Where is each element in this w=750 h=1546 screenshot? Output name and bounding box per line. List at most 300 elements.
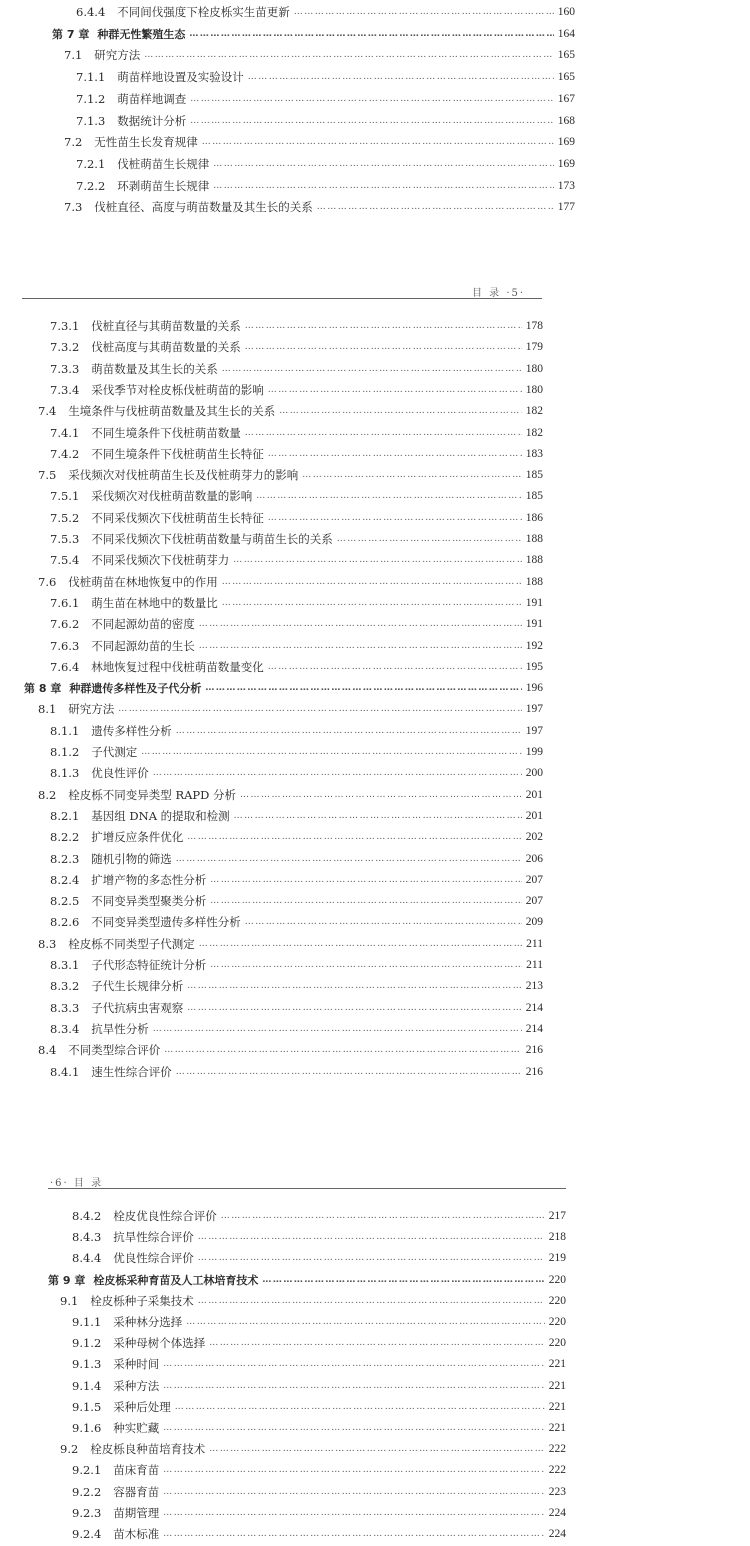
dot-leader	[268, 513, 522, 523]
toc-subsection-entry[interactable]	[50, 827, 543, 847]
header-rule	[22, 298, 542, 299]
dot-leader	[163, 1423, 544, 1433]
toc-subsection-entry[interactable]	[72, 1354, 566, 1374]
entry-number: 7.3.4	[50, 382, 80, 397]
entry-page-number: 165	[557, 49, 575, 62]
entry-page-number: 199	[525, 746, 543, 758]
dot-leader	[245, 917, 522, 927]
toc-section-entry[interactable]	[64, 132, 575, 152]
entry-title: 苗期管理	[113, 1505, 160, 1520]
toc-section-entry[interactable]	[60, 1439, 566, 1459]
entry-number: 8.1.2	[50, 745, 80, 759]
entry-page-number: 214	[525, 1022, 543, 1035]
entry-page-number: 221	[548, 1422, 566, 1434]
dot-leader	[210, 960, 522, 970]
dot-leader	[187, 832, 521, 842]
toc-subsection-entry[interactable]	[50, 806, 543, 826]
entry-title: 随机引物的筛选	[91, 851, 172, 866]
toc-subsection-entry[interactable]	[50, 636, 543, 656]
entry-number: 7.5.2	[50, 510, 80, 525]
entry-page-number: 221	[548, 1379, 566, 1392]
entry-page-number: 207	[525, 895, 543, 908]
entry-title: 栓皮栎不同类型子代测定	[68, 936, 195, 951]
toc-subsection-entry[interactable]	[72, 1248, 566, 1268]
entry-page-number: 191	[525, 618, 543, 631]
entry-title: 种群遗传多样性及子代分析	[69, 682, 202, 696]
entry-title: 不同采伐频次下伐桩萌芽力	[91, 553, 230, 568]
entry-number: 7.6.1	[50, 595, 80, 610]
entry-title: 抗旱性综合评价	[113, 1230, 194, 1245]
entry-number: 7.6.3	[50, 638, 80, 653]
toc-subsection-entry[interactable]	[50, 529, 543, 549]
entry-title: 容器育苗	[113, 1484, 160, 1499]
running-head: ·6· 目 录	[50, 1178, 104, 1189]
entry-title: 优良性综合评价	[113, 1251, 194, 1266]
dot-leader	[268, 385, 522, 395]
entry-number: 9.1.3	[72, 1357, 102, 1372]
entry-page-number: 220	[548, 1337, 566, 1350]
toc-subsection-entry[interactable]	[50, 316, 543, 336]
dot-leader	[262, 1275, 544, 1285]
toc-subsection-entry[interactable]	[76, 89, 575, 109]
entry-number: 7.6	[38, 574, 57, 589]
dot-leader	[205, 683, 521, 693]
entry-title: 生境条件与伐桩萌苗数量及其生长的关系	[68, 404, 276, 419]
dot-leader	[190, 116, 553, 126]
entry-page-number: 186	[525, 511, 543, 524]
dot-leader	[198, 1232, 545, 1242]
entry-number: 8.3	[38, 936, 57, 951]
dot-leader	[245, 428, 522, 438]
entry-page-number: 167	[557, 92, 575, 105]
entry-page-number: 218	[548, 1231, 566, 1244]
entry-page-number: 220	[548, 1273, 566, 1286]
entry-title: 研究方法	[94, 48, 141, 63]
entry-page-number: 185	[525, 490, 543, 503]
dot-leader	[210, 875, 521, 885]
entry-number: 9.1.2	[72, 1336, 102, 1351]
entry-title: 苗床育苗	[113, 1463, 160, 1478]
toc-subsection-entry[interactable]	[50, 657, 543, 677]
entry-title: 伐桩萌苗在林地恢复中的作用	[68, 574, 218, 589]
entry-page-number: 178	[525, 320, 543, 332]
header-rule	[48, 1188, 566, 1189]
entry-title: 采伐频次对伐桩萌苗数量的影响	[91, 489, 253, 504]
dot-leader	[245, 321, 522, 331]
entry-title: 速生性综合评价	[91, 1064, 172, 1079]
entry-page-number: 221	[548, 1400, 566, 1413]
toc-subsection-entry[interactable]	[50, 550, 543, 570]
entry-page-number: 222	[548, 1464, 566, 1477]
entry-page-number: 169	[557, 157, 575, 170]
entry-page-number: 216	[525, 1044, 543, 1057]
toc-subsection-entry[interactable]	[50, 508, 543, 528]
entry-number: 8.2.4	[50, 872, 80, 887]
toc-section-entry[interactable]	[64, 197, 575, 217]
dot-leader	[187, 981, 521, 991]
toc-subsection-entry[interactable]	[50, 593, 543, 613]
entry-number: 7.5	[38, 468, 57, 483]
entry-number: 9.1.1	[72, 1315, 102, 1329]
entry-number: 7.3	[64, 200, 83, 215]
dot-leader	[222, 598, 522, 608]
entry-number: 7.4.2	[50, 446, 80, 461]
entry-page-number: 222	[548, 1443, 566, 1456]
entry-number: 8.3.4	[50, 1021, 80, 1036]
dot-leader	[209, 1338, 544, 1348]
entry-title: 环剥萌苗生长规律	[117, 178, 210, 193]
toc-subsection-entry[interactable]	[72, 1397, 566, 1417]
entry-number: 8.4.4	[72, 1251, 102, 1266]
toc-subsection-entry[interactable]	[72, 1503, 566, 1523]
entry-number: 第 9 章	[48, 1273, 86, 1287]
dot-leader	[302, 470, 521, 480]
entry-number: 9.1	[60, 1293, 79, 1308]
entry-page-number: 220	[548, 1294, 566, 1307]
dot-leader	[199, 939, 522, 949]
entry-page-number: 188	[525, 554, 543, 567]
entry-number: 8.1	[38, 702, 57, 717]
entry-page-number: 223	[548, 1485, 566, 1498]
entry-number: 7.3.3	[50, 361, 80, 376]
entry-title: 栓皮栎良种苗培育技术	[90, 1442, 206, 1457]
entry-page-number: 206	[525, 852, 543, 865]
toc-chapter-entry[interactable]	[52, 24, 575, 44]
entry-number: 8.3.3	[50, 1000, 80, 1015]
entry-page-number: 169	[557, 136, 575, 149]
entry-title: 栓皮栎采种育苗及人工林培育技术	[93, 1273, 259, 1287]
dot-leader	[221, 1211, 545, 1221]
entry-number: 7.1.1	[76, 70, 106, 85]
entry-title: 种实贮藏	[113, 1421, 160, 1435]
toc-subsection-entry[interactable]	[76, 2, 575, 22]
entry-page-number: 224	[548, 1506, 566, 1519]
entry-page-number: 180	[525, 383, 543, 396]
entry-number: 8.3.2	[50, 979, 80, 994]
dot-leader	[163, 1381, 544, 1391]
dot-leader	[268, 449, 522, 459]
entry-title: 伐桩高度与其萌苗数量的关系	[91, 340, 241, 355]
dot-leader	[234, 811, 522, 821]
entry-title: 扩增反应条件优化	[91, 830, 184, 845]
toc-section-entry[interactable]	[60, 1291, 566, 1311]
toc-section-entry[interactable]	[64, 45, 575, 65]
entry-title: 伐桩萌苗生长规律	[117, 156, 210, 171]
entry-title: 采种方法	[113, 1378, 160, 1393]
running-head: 目 录 ·5·	[472, 288, 526, 299]
entry-number: 8.2.2	[50, 830, 80, 845]
entry-number: 7.5.4	[50, 553, 80, 568]
entry-page-number: 164	[557, 27, 575, 40]
toc-chapter-entry[interactable]	[24, 678, 543, 698]
entry-number: 7.4	[38, 404, 57, 419]
entry-title: 采种林分选择	[113, 1315, 183, 1329]
entry-page-number: 192	[525, 639, 543, 652]
dot-leader	[279, 406, 521, 416]
toc-subsection-entry[interactable]	[50, 742, 543, 762]
entry-title: 萌苗数量及其生长的关系	[91, 361, 218, 376]
dot-leader	[190, 94, 553, 104]
entry-number: 7.1	[64, 48, 83, 63]
dot-leader	[186, 1317, 544, 1327]
entry-number: 8.2.1	[50, 808, 80, 823]
entry-page-number: 185	[525, 469, 543, 482]
entry-page-number: 201	[525, 809, 543, 822]
entry-title: 无性苗生长发育规律	[94, 135, 198, 150]
toc-subsection-entry[interactable]	[50, 486, 543, 506]
entry-number: 8.4.1	[50, 1064, 80, 1079]
entry-title: 不同起源幼苗的生长	[91, 638, 195, 653]
entry-number: 9.1.6	[72, 1421, 102, 1435]
entry-number: 7.1.2	[76, 91, 106, 106]
dot-leader	[337, 534, 522, 544]
entry-page-number: 165	[557, 71, 575, 84]
toc-subsection-entry[interactable]	[50, 849, 543, 869]
dot-leader	[198, 1253, 545, 1263]
entry-number: 7.2	[64, 135, 83, 150]
entry-title: 不同生境条件下伐桩萌苗生长特征	[91, 446, 264, 461]
toc-subsection-entry[interactable]	[50, 891, 543, 911]
dot-leader	[141, 747, 521, 757]
toc-chapter-entry[interactable]	[48, 1270, 566, 1290]
entry-number: 8.3.1	[50, 958, 80, 972]
entry-page-number: 191	[525, 596, 543, 609]
toc-subsection-entry[interactable]	[76, 154, 575, 174]
entry-title: 子代测定	[91, 745, 138, 759]
entry-title: 子代生长规律分析	[91, 979, 184, 994]
dot-leader	[222, 364, 522, 374]
entry-page-number: 202	[525, 831, 543, 844]
dot-leader	[163, 1465, 544, 1475]
entry-page-number: 220	[548, 1316, 566, 1328]
entry-number: 7.5.3	[50, 532, 80, 546]
dot-leader	[317, 202, 554, 212]
toc-section-entry[interactable]	[38, 1040, 543, 1060]
entry-title: 抗旱性分析	[91, 1021, 149, 1036]
entry-title: 栓皮栎不同变异类型 RAPD 分析	[68, 787, 237, 802]
entry-page-number: 213	[525, 980, 543, 993]
entry-number: 7.1.3	[76, 113, 106, 128]
entry-number: 7.2.1	[76, 156, 106, 171]
toc-subsection-entry[interactable]	[72, 1312, 566, 1332]
entry-page-number: 216	[525, 1065, 543, 1078]
entry-page-number: 177	[557, 201, 575, 214]
toc-subsection-entry[interactable]	[50, 1062, 543, 1082]
entry-title: 栓皮栎种子采集技术	[90, 1293, 194, 1308]
dot-leader	[199, 619, 522, 629]
entry-title: 研究方法	[68, 702, 115, 717]
dot-leader	[233, 555, 521, 565]
entry-number: 8.2.3	[50, 851, 80, 866]
entry-page-number: 200	[525, 767, 543, 780]
entry-number: 9.2	[60, 1442, 79, 1457]
toc-page-top	[0, 0, 750, 220]
toc-subsection-entry[interactable]	[50, 423, 543, 443]
dot-leader	[175, 1402, 545, 1412]
entry-title: 不同起源幼苗的密度	[91, 617, 195, 632]
entry-page-number: 209	[525, 916, 543, 929]
entry-page-number: 180	[525, 362, 543, 375]
toc-page-5	[0, 280, 750, 1080]
entry-page-number: 217	[548, 1210, 566, 1222]
dot-leader	[256, 491, 521, 501]
entry-title: 采种母树个体选择	[113, 1336, 206, 1351]
entry-page-number: 214	[525, 1001, 543, 1014]
toc-subsection-entry[interactable]	[72, 1333, 566, 1353]
entry-title: 优良性评价	[91, 766, 149, 781]
toc-subsection-entry[interactable]	[50, 337, 543, 357]
entry-page-number: 168	[557, 114, 575, 127]
toc-subsection-entry[interactable]	[50, 763, 543, 783]
toc-subsection-entry[interactable]	[50, 998, 543, 1018]
toc-subsection-entry[interactable]	[50, 912, 543, 932]
entry-title: 不同类型综合评价	[68, 1043, 161, 1058]
toc-section-entry[interactable]	[38, 785, 543, 805]
entry-title: 栓皮优良性综合评价	[113, 1209, 217, 1223]
toc-subsection-entry[interactable]	[76, 176, 575, 196]
entry-title: 数据统计分析	[117, 113, 187, 128]
entry-number: 8.1.1	[50, 723, 80, 738]
entry-title: 采种后处理	[113, 1399, 171, 1414]
entry-number: 8.2.6	[50, 915, 80, 930]
entry-number: 8.4	[38, 1043, 57, 1058]
dot-leader	[268, 662, 522, 672]
dot-leader	[245, 342, 522, 352]
toc-subsection-entry[interactable]	[72, 1376, 566, 1396]
toc-subsection-entry[interactable]	[50, 359, 543, 379]
entry-title: 采伐频次对伐桩萌苗生长及伐桩萌芽力的影响	[68, 468, 299, 483]
toc-subsection-entry[interactable]	[72, 1418, 566, 1438]
entry-page-number: 188	[525, 533, 543, 545]
toc-subsection-entry[interactable]	[72, 1227, 566, 1247]
dot-leader	[176, 726, 522, 736]
entry-title: 采伐季节对栓皮栎伐桩萌苗的影响	[91, 382, 264, 397]
entry-number: 7.2.2	[76, 178, 106, 193]
entry-page-number: 219	[548, 1252, 566, 1265]
entry-page-number: 197	[525, 703, 543, 716]
toc-subsection-entry[interactable]	[50, 614, 543, 634]
entry-page-number: 183	[525, 447, 543, 460]
entry-title: 萌苗样地设置及实验设计	[117, 70, 244, 85]
entry-title: 子代抗病虫害观察	[91, 1000, 184, 1015]
entry-title: 伐桩直径、高度与萌苗数量及其生长的关系	[94, 200, 313, 215]
dot-leader	[163, 1487, 544, 1497]
toc-subsection-entry[interactable]	[50, 1019, 543, 1039]
entry-page-number: 173	[557, 179, 575, 192]
entry-number: 第 8 章	[24, 682, 62, 696]
toc-section-entry[interactable]	[38, 465, 543, 485]
entry-number: 6.4.4	[76, 5, 106, 19]
entry-number: 9.1.4	[72, 1378, 102, 1393]
toc-subsection-entry[interactable]	[72, 1524, 566, 1544]
dot-leader	[153, 1024, 522, 1034]
dot-leader	[198, 1296, 545, 1306]
entry-number: 9.2.1	[72, 1463, 102, 1478]
toc-subsection-entry[interactable]	[50, 721, 543, 741]
toc-section-entry[interactable]	[38, 699, 543, 719]
toc-subsection-entry[interactable]	[50, 444, 543, 464]
toc-subsection-entry[interactable]	[50, 955, 543, 975]
dot-leader	[118, 704, 521, 714]
toc-subsection-entry[interactable]	[50, 976, 543, 996]
entry-title: 萌生苗在林地中的数量比	[91, 595, 218, 610]
entry-title: 萌苗样地调查	[117, 91, 187, 106]
dot-leader	[163, 1529, 544, 1539]
entry-number: 9.2.4	[72, 1527, 102, 1541]
entry-number: 8.2.5	[50, 894, 80, 909]
toc-subsection-entry[interactable]	[50, 870, 543, 890]
entry-page-number: 188	[525, 575, 543, 588]
entry-number: 7.5.1	[50, 489, 80, 504]
dot-leader	[248, 72, 554, 82]
entry-title: 苗木标准	[113, 1527, 160, 1541]
entry-page-number: 196	[525, 682, 543, 695]
dot-leader	[189, 29, 553, 39]
entry-number: 7.3.1	[50, 319, 80, 333]
dot-leader	[202, 137, 554, 147]
entry-number: 7.3.2	[50, 340, 80, 355]
entry-page-number: 160	[557, 6, 575, 18]
entry-page-number: 195	[525, 660, 543, 673]
toc-section-entry[interactable]	[38, 572, 543, 592]
entry-title: 遗传多样性分析	[91, 723, 172, 738]
entry-number: 8.1.3	[50, 766, 80, 781]
entry-title: 扩增产物的多态性分析	[91, 872, 207, 887]
dot-leader	[240, 790, 522, 800]
entry-page-number: 179	[525, 341, 543, 354]
toc-subsection-entry[interactable]	[72, 1460, 566, 1480]
entry-title: 不同生境条件下伐桩萌苗数量	[91, 425, 241, 440]
dot-leader	[209, 1444, 544, 1454]
toc-section-entry[interactable]	[38, 934, 543, 954]
entry-page-number: 197	[525, 724, 543, 737]
entry-title: 不同采伐频次下伐桩萌苗数量与萌苗生长的关系	[91, 532, 333, 546]
dot-leader	[164, 1045, 521, 1055]
toc-section-entry[interactable]	[38, 401, 543, 421]
entry-number: 9.2.2	[72, 1484, 102, 1499]
entry-page-number: 224	[548, 1528, 566, 1540]
dot-leader	[213, 159, 553, 169]
dot-leader	[163, 1359, 544, 1369]
entry-page-number: 221	[548, 1358, 566, 1371]
entry-page-number: 211	[526, 959, 543, 971]
dot-leader	[222, 577, 522, 587]
entry-title: 林地恢复过程中伐桩萌苗数量变化	[91, 659, 264, 674]
entry-number: 7.6.4	[50, 659, 80, 674]
entry-title: 不同间伐强度下栓皮栎实生苗更新	[117, 5, 290, 19]
entry-title: 不同采伐频次下伐桩萌苗生长特征	[91, 510, 264, 525]
entry-number: 8.4.3	[72, 1230, 102, 1245]
dot-leader	[153, 768, 522, 778]
dot-leader	[213, 181, 553, 191]
toc-page-6	[0, 1170, 750, 1546]
toc-subsection-entry[interactable]	[72, 1482, 566, 1502]
dot-leader	[187, 1003, 521, 1013]
dot-leader	[176, 1067, 522, 1077]
toc-subsection-entry[interactable]	[50, 380, 543, 400]
entry-title: 伐桩直径与其萌苗数量的关系	[91, 319, 241, 333]
entry-page-number: 211	[526, 937, 543, 950]
entry-number: 9.2.3	[72, 1505, 102, 1520]
dot-leader	[144, 50, 553, 60]
toc-subsection-entry[interactable]	[76, 111, 575, 131]
entry-page-number: 182	[525, 405, 543, 418]
toc-subsection-entry[interactable]	[76, 67, 575, 87]
entry-title: 子代形态特征统计分析	[91, 958, 207, 972]
dot-leader	[294, 7, 554, 17]
entry-title: 不同变异类型遗传多样性分析	[91, 915, 241, 930]
toc-subsection-entry[interactable]	[72, 1206, 566, 1226]
